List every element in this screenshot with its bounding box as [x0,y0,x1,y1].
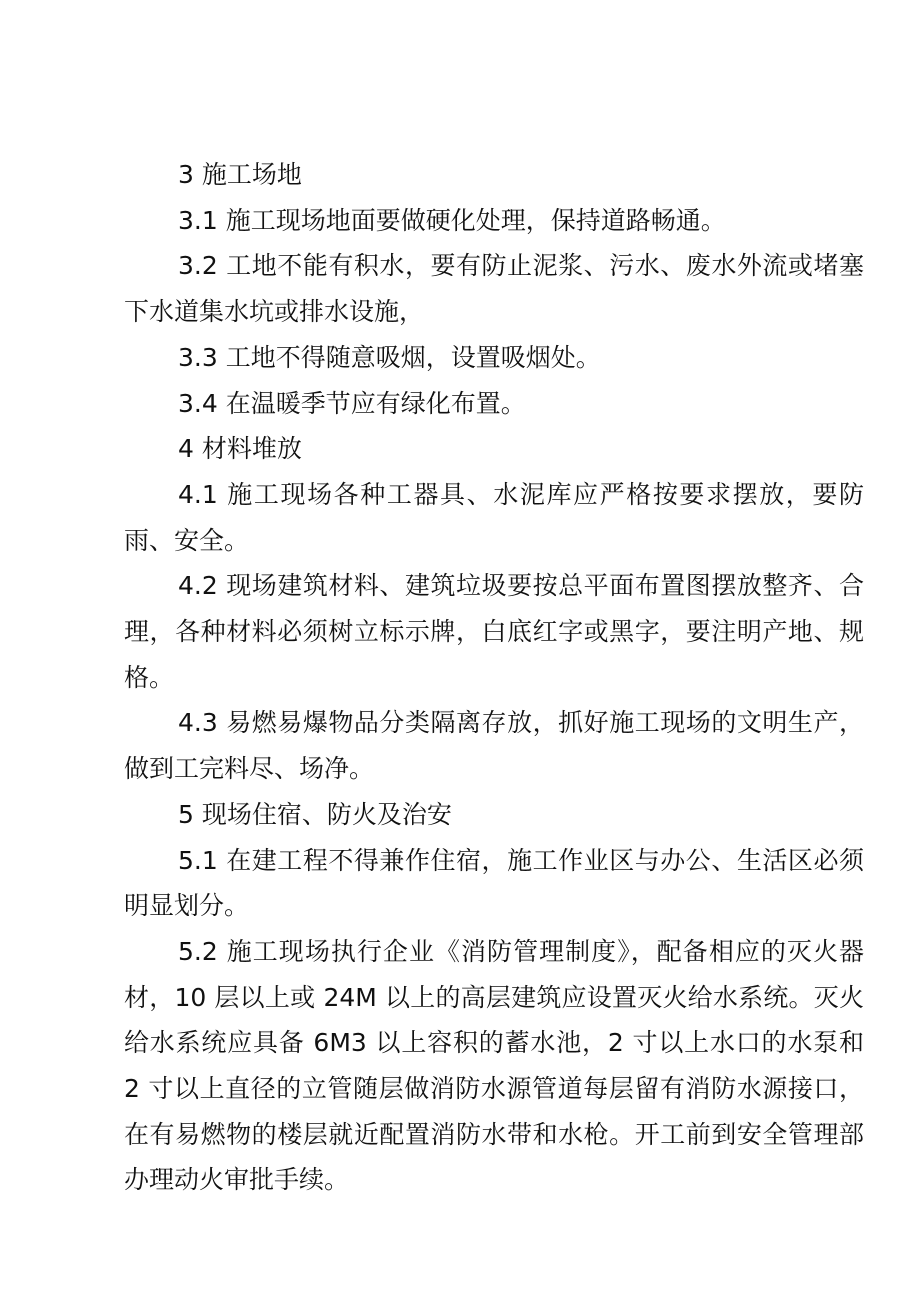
paragraph-5-2: 5.2 施工现场执行企业《消防管理制度》，配备相应的灭火器材，10 层以上或 24M 以上的高层建筑应设置灭火给水系统。灭火给水系统应具备 6M3 以上容积的蓄水池，2 寸以上水口的水泵和 2 寸以上直径的立管随层做消防水源管道每层留有消防水源接口，在有易燃物的楼层就近配置消防水带和水枪。开工前到安全管理部办理动火审批手续。 [124,936,864,1195]
paragraph-3-2: 3.2 工地不能有积水，要有防止泥浆、污水、废水外流或堵塞下水道集水坑或排水设施， [124,251,864,327]
section-heading-5: 5 现场住宿、防火及治安 [178,799,452,829]
paragraph-3-4: 3.4 在温暖季节应有绿化布置。 [178,388,526,418]
paragraph-4-3: 4.3 易燃易爆物品分类隔离存放，抓好施工现场的文明生产，做到工完料尽、场净。 [124,708,864,784]
document-body [124,152,864,1203]
paragraph-4-1: 4.1 施工现场各种工器具、水泥库应严格按要求摆放，要防雨、安全。 [124,479,864,555]
paragraph-5-1: 5.1 在建工程不得兼作住宿，施工作业区与办公、生活区必须明显划分。 [124,845,864,921]
paragraph-3-3: 3.3 工地不得随意吸烟，设置吸烟处。 [178,342,601,372]
paragraph-3-1: 3.1 施工现场地面要做硬化处理，保持道路畅通。 [178,205,726,235]
section-heading-3: 3 施工场地 [178,160,302,189]
section-heading-4: 4 材料堆放 [178,434,302,464]
paragraph-4-2: 4.2 现场建筑材料、建筑垃圾要按总平面布置图摆放整齐、合理，各种材料必须树立标示牌，白底红字或黑字，要注明产地、规格。 [124,571,864,692]
